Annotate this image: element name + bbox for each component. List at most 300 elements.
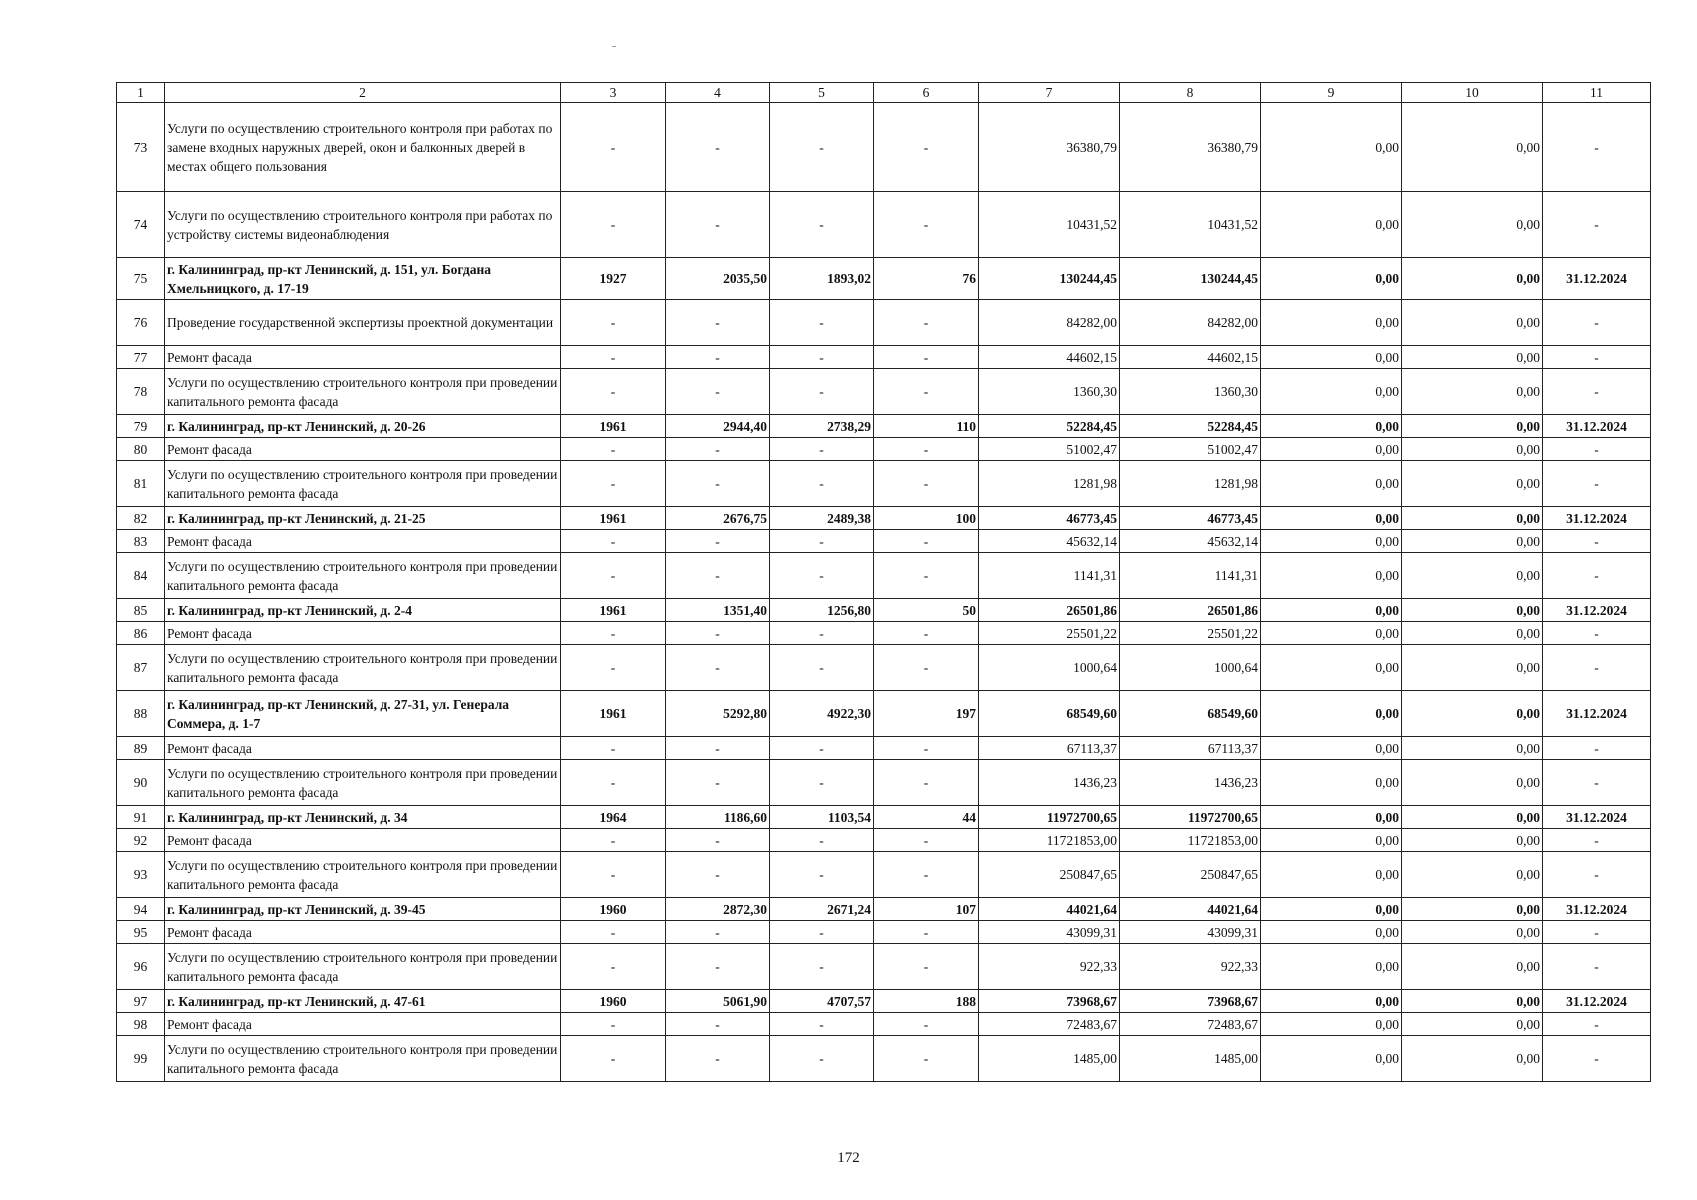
work-name-cell: г. Калининград, пр-кт Ленинский, д. 27-31, ул. Генерала Соммера, д. 1-7 — [165, 691, 561, 737]
cost-total-cell: 46773,45 — [979, 507, 1120, 530]
cost-fund-cell: 26501,86 — [1120, 599, 1261, 622]
year-cell: - — [561, 300, 666, 346]
header-cell: 10 — [1402, 83, 1543, 103]
cost-total-cell: 1436,23 — [979, 760, 1120, 806]
year-cell: 1961 — [561, 415, 666, 438]
cost-owners-cell: 0,00 — [1402, 806, 1543, 829]
area-living-cell: - — [770, 553, 874, 599]
work-item-row — [117, 737, 1651, 760]
work-item-row — [117, 300, 1651, 346]
area-total-cell: - — [666, 369, 770, 415]
repair-schedule-table — [116, 82, 1651, 1082]
deadline-cell: 31.12.2024 — [1543, 507, 1651, 530]
area-living-cell: - — [770, 530, 874, 553]
residents-cell: - — [874, 622, 979, 645]
cost-budget-cell: 0,00 — [1261, 806, 1402, 829]
cost-owners-cell: 0,00 — [1402, 898, 1543, 921]
area-living-cell: - — [770, 1013, 874, 1036]
cost-total-cell: 10431,52 — [979, 192, 1120, 258]
area-living-cell: - — [770, 369, 874, 415]
cost-owners-cell: 0,00 — [1402, 691, 1543, 737]
residents-cell: 44 — [874, 806, 979, 829]
cost-fund-cell: 68549,60 — [1120, 691, 1261, 737]
header-cell: 5 — [770, 83, 874, 103]
work-item-row — [117, 346, 1651, 369]
residents-cell: - — [874, 944, 979, 990]
cost-budget-cell: 0,00 — [1261, 645, 1402, 691]
area-total-cell: - — [666, 438, 770, 461]
cost-budget-cell: 0,00 — [1261, 103, 1402, 192]
residents-cell: - — [874, 829, 979, 852]
cost-owners-cell: 0,00 — [1402, 622, 1543, 645]
deadline-cell: - — [1543, 852, 1651, 898]
residents-cell: - — [874, 369, 979, 415]
cost-budget-cell: 0,00 — [1261, 530, 1402, 553]
work-name-cell: Ремонт фасада — [165, 530, 561, 553]
year-cell: - — [561, 369, 666, 415]
row-number-cell: 91 — [117, 806, 165, 829]
row-number-cell: 73 — [117, 103, 165, 192]
cost-fund-cell: 72483,67 — [1120, 1013, 1261, 1036]
work-name-cell: г. Калининград, пр-кт Ленинский, д. 34 — [165, 806, 561, 829]
cost-owners-cell: 0,00 — [1402, 258, 1543, 300]
area-total-cell: - — [666, 103, 770, 192]
row-number-cell: 82 — [117, 507, 165, 530]
row-number-cell: 94 — [117, 898, 165, 921]
work-name-cell: Ремонт фасада — [165, 622, 561, 645]
year-cell: 1961 — [561, 691, 666, 737]
work-item-row — [117, 760, 1651, 806]
row-number-cell: 84 — [117, 553, 165, 599]
cost-fund-cell: 46773,45 — [1120, 507, 1261, 530]
address-row — [117, 507, 1651, 530]
cost-owners-cell: 0,00 — [1402, 346, 1543, 369]
year-cell: - — [561, 1013, 666, 1036]
work-item-row — [117, 103, 1651, 192]
year-cell: 1927 — [561, 258, 666, 300]
residents-cell: - — [874, 346, 979, 369]
header-cell: 7 — [979, 83, 1120, 103]
row-number-cell: 83 — [117, 530, 165, 553]
area-living-cell: - — [770, 438, 874, 461]
cost-owners-cell: 0,00 — [1402, 192, 1543, 258]
row-number-cell: 99 — [117, 1036, 165, 1082]
deadline-cell: 31.12.2024 — [1543, 691, 1651, 737]
cost-total-cell: 1281,98 — [979, 461, 1120, 507]
deadline-cell: - — [1543, 438, 1651, 461]
area-living-cell: - — [770, 852, 874, 898]
deadline-cell: - — [1543, 369, 1651, 415]
area-total-cell: - — [666, 461, 770, 507]
row-number-cell: 98 — [117, 1013, 165, 1036]
cost-fund-cell: 1141,31 — [1120, 553, 1261, 599]
row-number-cell: 93 — [117, 852, 165, 898]
cost-fund-cell: 10431,52 — [1120, 192, 1261, 258]
cost-budget-cell: 0,00 — [1261, 415, 1402, 438]
row-number-cell: 75 — [117, 258, 165, 300]
residents-cell: - — [874, 852, 979, 898]
area-living-cell: - — [770, 829, 874, 852]
work-item-row — [117, 461, 1651, 507]
cost-budget-cell: 0,00 — [1261, 898, 1402, 921]
work-name-cell: Услуги по осуществлению строительного контроля при проведении капитального ремонта фасада — [165, 461, 561, 507]
row-number-cell: 87 — [117, 645, 165, 691]
cost-total-cell: 67113,37 — [979, 737, 1120, 760]
residents-cell: 110 — [874, 415, 979, 438]
row-number-cell: 76 — [117, 300, 165, 346]
row-number-cell: 97 — [117, 990, 165, 1013]
residents-cell: - — [874, 530, 979, 553]
row-number-cell: 96 — [117, 944, 165, 990]
area-living-cell: - — [770, 103, 874, 192]
work-name-cell: Услуги по осуществлению строительного контроля при проведении капитального ремонта фасада — [165, 553, 561, 599]
work-name-cell: Услуги по осуществлению строительного контроля при проведении капитального ремонта фасада — [165, 760, 561, 806]
cost-fund-cell: 1436,23 — [1120, 760, 1261, 806]
residents-cell: 107 — [874, 898, 979, 921]
work-name-cell: г. Калининград, пр-кт Ленинский, д. 20-26 — [165, 415, 561, 438]
work-name-cell: г. Калининград, пр-кт Ленинский, д. 39-45 — [165, 898, 561, 921]
work-name-cell: г. Калининград, пр-кт Ленинский, д. 21-25 — [165, 507, 561, 530]
cost-total-cell: 1360,30 — [979, 369, 1120, 415]
deadline-cell: - — [1543, 192, 1651, 258]
cost-total-cell: 36380,79 — [979, 103, 1120, 192]
residents-cell: - — [874, 737, 979, 760]
deadline-cell: - — [1543, 622, 1651, 645]
area-total-cell: 2872,30 — [666, 898, 770, 921]
cost-fund-cell: 1281,98 — [1120, 461, 1261, 507]
cost-budget-cell: 0,00 — [1261, 737, 1402, 760]
deadline-cell: - — [1543, 103, 1651, 192]
work-item-row — [117, 192, 1651, 258]
cost-owners-cell: 0,00 — [1402, 507, 1543, 530]
cost-owners-cell: 0,00 — [1402, 1013, 1543, 1036]
cost-fund-cell: 130244,45 — [1120, 258, 1261, 300]
cost-owners-cell: 0,00 — [1402, 461, 1543, 507]
year-cell: 1961 — [561, 599, 666, 622]
cost-owners-cell: 0,00 — [1402, 645, 1543, 691]
area-living-cell: 2671,24 — [770, 898, 874, 921]
area-total-cell: - — [666, 300, 770, 346]
deadline-cell: - — [1543, 346, 1651, 369]
area-total-cell: - — [666, 852, 770, 898]
cost-fund-cell: 43099,31 — [1120, 921, 1261, 944]
area-total-cell: 2944,40 — [666, 415, 770, 438]
work-name-cell: г. Калининград, пр-кт Ленинский, д. 151, ул. Богдана Хмельницкого, д. 17-19 — [165, 258, 561, 300]
cost-fund-cell: 36380,79 — [1120, 103, 1261, 192]
cost-fund-cell: 67113,37 — [1120, 737, 1261, 760]
year-cell: - — [561, 944, 666, 990]
cost-owners-cell: 0,00 — [1402, 438, 1543, 461]
work-name-cell: Услуги по осуществлению строительного контроля при проведении капитального ремонта фасада — [165, 1036, 561, 1082]
year-cell: - — [561, 921, 666, 944]
area-living-cell: - — [770, 1036, 874, 1082]
page-number: 172 — [837, 1150, 860, 1166]
residents-cell: - — [874, 921, 979, 944]
cost-total-cell: 73968,67 — [979, 990, 1120, 1013]
area-living-cell: - — [770, 192, 874, 258]
cost-budget-cell: 0,00 — [1261, 300, 1402, 346]
year-cell: - — [561, 461, 666, 507]
cost-total-cell: 11721853,00 — [979, 829, 1120, 852]
cost-budget-cell: 0,00 — [1261, 369, 1402, 415]
year-cell: - — [561, 829, 666, 852]
area-total-cell: - — [666, 553, 770, 599]
year-cell: - — [561, 852, 666, 898]
area-living-cell: 2489,38 — [770, 507, 874, 530]
cost-budget-cell: 0,00 — [1261, 553, 1402, 599]
residents-cell: - — [874, 1013, 979, 1036]
work-name-cell: Ремонт фасада — [165, 737, 561, 760]
address-row — [117, 898, 1651, 921]
area-living-cell: 1103,54 — [770, 806, 874, 829]
work-item-row — [117, 369, 1651, 415]
cost-budget-cell: 0,00 — [1261, 507, 1402, 530]
cost-total-cell: 1141,31 — [979, 553, 1120, 599]
cost-fund-cell: 922,33 — [1120, 944, 1261, 990]
area-living-cell: - — [770, 461, 874, 507]
deadline-cell: - — [1543, 553, 1651, 599]
year-cell: 1961 — [561, 507, 666, 530]
cost-owners-cell: 0,00 — [1402, 921, 1543, 944]
cost-budget-cell: 0,00 — [1261, 192, 1402, 258]
work-item-row — [117, 622, 1651, 645]
residents-cell: - — [874, 103, 979, 192]
row-number-cell: 79 — [117, 415, 165, 438]
cost-fund-cell: 11721853,00 — [1120, 829, 1261, 852]
area-total-cell: - — [666, 346, 770, 369]
year-cell: - — [561, 622, 666, 645]
row-number-cell: 78 — [117, 369, 165, 415]
residents-cell: - — [874, 461, 979, 507]
cost-total-cell: 68549,60 — [979, 691, 1120, 737]
deadline-cell: 31.12.2024 — [1543, 599, 1651, 622]
row-number-cell: 85 — [117, 599, 165, 622]
cost-budget-cell: 0,00 — [1261, 944, 1402, 990]
area-total-cell: - — [666, 760, 770, 806]
cost-fund-cell: 11972700,65 — [1120, 806, 1261, 829]
work-name-cell: Ремонт фасада — [165, 438, 561, 461]
cost-budget-cell: 0,00 — [1261, 921, 1402, 944]
cost-fund-cell: 51002,47 — [1120, 438, 1261, 461]
deadline-cell: - — [1543, 829, 1651, 852]
area-living-cell: - — [770, 346, 874, 369]
cost-budget-cell: 0,00 — [1261, 622, 1402, 645]
cost-owners-cell: 0,00 — [1402, 990, 1543, 1013]
column-number-header-row — [117, 83, 1651, 103]
area-living-cell: 1893,02 — [770, 258, 874, 300]
scan-mark — [612, 46, 616, 47]
cost-budget-cell: 0,00 — [1261, 599, 1402, 622]
area-living-cell: - — [770, 921, 874, 944]
area-living-cell: - — [770, 737, 874, 760]
work-name-cell: Услуги по осуществлению строительного контроля при работах по устройству системы видеонаблюдения — [165, 192, 561, 258]
cost-fund-cell: 25501,22 — [1120, 622, 1261, 645]
area-total-cell: - — [666, 921, 770, 944]
residents-cell: 100 — [874, 507, 979, 530]
row-number-cell: 88 — [117, 691, 165, 737]
header-cell: 8 — [1120, 83, 1261, 103]
cost-owners-cell: 0,00 — [1402, 553, 1543, 599]
cost-owners-cell: 0,00 — [1402, 760, 1543, 806]
cost-fund-cell: 1360,30 — [1120, 369, 1261, 415]
cost-fund-cell: 44021,64 — [1120, 898, 1261, 921]
header-cell: 6 — [874, 83, 979, 103]
work-name-cell: Ремонт фасада — [165, 346, 561, 369]
work-item-row — [117, 944, 1651, 990]
cost-owners-cell: 0,00 — [1402, 1036, 1543, 1082]
year-cell: 1960 — [561, 990, 666, 1013]
year-cell: 1964 — [561, 806, 666, 829]
residents-cell: - — [874, 300, 979, 346]
cost-fund-cell: 52284,45 — [1120, 415, 1261, 438]
cost-total-cell: 84282,00 — [979, 300, 1120, 346]
work-item-row — [117, 921, 1651, 944]
deadline-cell: - — [1543, 645, 1651, 691]
work-name-cell: Услуги по осуществлению строительного контроля при проведении капитального ремонта фасада — [165, 645, 561, 691]
row-number-cell: 74 — [117, 192, 165, 258]
header-cell: 2 — [165, 83, 561, 103]
area-total-cell: 5061,90 — [666, 990, 770, 1013]
cost-owners-cell: 0,00 — [1402, 829, 1543, 852]
cost-budget-cell: 0,00 — [1261, 1013, 1402, 1036]
cost-total-cell: 130244,45 — [979, 258, 1120, 300]
year-cell: - — [561, 192, 666, 258]
cost-budget-cell: 0,00 — [1261, 438, 1402, 461]
area-total-cell: - — [666, 645, 770, 691]
area-living-cell: 4707,57 — [770, 990, 874, 1013]
address-row — [117, 806, 1651, 829]
cost-owners-cell: 0,00 — [1402, 103, 1543, 192]
cost-total-cell: 51002,47 — [979, 438, 1120, 461]
cost-total-cell: 43099,31 — [979, 921, 1120, 944]
cost-budget-cell: 0,00 — [1261, 990, 1402, 1013]
area-total-cell: 2035,50 — [666, 258, 770, 300]
cost-total-cell: 1485,00 — [979, 1036, 1120, 1082]
work-name-cell: Ремонт фасада — [165, 829, 561, 852]
cost-owners-cell: 0,00 — [1402, 944, 1543, 990]
cost-fund-cell: 1000,64 — [1120, 645, 1261, 691]
row-number-cell: 86 — [117, 622, 165, 645]
cost-owners-cell: 0,00 — [1402, 737, 1543, 760]
address-row — [117, 599, 1651, 622]
deadline-cell: 31.12.2024 — [1543, 898, 1651, 921]
row-number-cell: 89 — [117, 737, 165, 760]
year-cell: - — [561, 553, 666, 599]
deadline-cell: - — [1543, 760, 1651, 806]
cost-total-cell: 26501,86 — [979, 599, 1120, 622]
deadline-cell: 31.12.2024 — [1543, 990, 1651, 1013]
area-total-cell: - — [666, 829, 770, 852]
header-cell: 9 — [1261, 83, 1402, 103]
cost-budget-cell: 0,00 — [1261, 760, 1402, 806]
deadline-cell: - — [1543, 461, 1651, 507]
deadline-cell: 31.12.2024 — [1543, 258, 1651, 300]
area-total-cell: - — [666, 1013, 770, 1036]
work-name-cell: Ремонт фасада — [165, 921, 561, 944]
area-total-cell: - — [666, 530, 770, 553]
residents-cell: - — [874, 192, 979, 258]
header-cell: 4 — [666, 83, 770, 103]
deadline-cell: 31.12.2024 — [1543, 415, 1651, 438]
header-cell: 11 — [1543, 83, 1651, 103]
work-name-cell: Услуги по осуществлению строительного контроля при проведении капитального ремонта фасада — [165, 369, 561, 415]
cost-budget-cell: 0,00 — [1261, 829, 1402, 852]
cost-owners-cell: 0,00 — [1402, 300, 1543, 346]
cost-total-cell: 44021,64 — [979, 898, 1120, 921]
cost-total-cell: 25501,22 — [979, 622, 1120, 645]
work-item-row — [117, 829, 1651, 852]
work-name-cell: Услуги по осуществлению строительного контроля при работах по замене входных наружных дверей, окон и балконных дверей в местах общего пользования — [165, 103, 561, 192]
cost-total-cell: 45632,14 — [979, 530, 1120, 553]
residents-cell: 50 — [874, 599, 979, 622]
area-living-cell: 2738,29 — [770, 415, 874, 438]
cost-budget-cell: 0,00 — [1261, 691, 1402, 737]
cost-budget-cell: 0,00 — [1261, 1036, 1402, 1082]
year-cell: - — [561, 346, 666, 369]
residents-cell: - — [874, 1036, 979, 1082]
header-cell: 1 — [117, 83, 165, 103]
work-item-row — [117, 1036, 1651, 1082]
address-row — [117, 415, 1651, 438]
area-total-cell: 5292,80 — [666, 691, 770, 737]
work-item-row — [117, 1013, 1651, 1036]
work-item-row — [117, 438, 1651, 461]
year-cell: - — [561, 760, 666, 806]
cost-owners-cell: 0,00 — [1402, 599, 1543, 622]
work-item-row — [117, 645, 1651, 691]
row-number-cell: 90 — [117, 760, 165, 806]
area-living-cell: - — [770, 300, 874, 346]
year-cell: - — [561, 737, 666, 760]
year-cell: - — [561, 438, 666, 461]
cost-owners-cell: 0,00 — [1402, 852, 1543, 898]
deadline-cell: - — [1543, 921, 1651, 944]
address-row — [117, 990, 1651, 1013]
deadline-cell: - — [1543, 1036, 1651, 1082]
year-cell: - — [561, 1036, 666, 1082]
area-total-cell: - — [666, 1036, 770, 1082]
year-cell: - — [561, 530, 666, 553]
cost-fund-cell: 84282,00 — [1120, 300, 1261, 346]
area-living-cell: - — [770, 645, 874, 691]
cost-total-cell: 72483,67 — [979, 1013, 1120, 1036]
deadline-cell: - — [1543, 300, 1651, 346]
residents-cell: 188 — [874, 990, 979, 1013]
year-cell: 1960 — [561, 898, 666, 921]
work-name-cell: Услуги по осуществлению строительного контроля при проведении капитального ремонта фасада — [165, 944, 561, 990]
address-row — [117, 258, 1651, 300]
work-name-cell: г. Калининград, пр-кт Ленинский, д. 47-61 — [165, 990, 561, 1013]
cost-fund-cell: 250847,65 — [1120, 852, 1261, 898]
work-name-cell: Проведение государственной экспертизы проектной документации — [165, 300, 561, 346]
cost-total-cell: 1000,64 — [979, 645, 1120, 691]
residents-cell: - — [874, 553, 979, 599]
deadline-cell: - — [1543, 737, 1651, 760]
area-total-cell: 2676,75 — [666, 507, 770, 530]
cost-owners-cell: 0,00 — [1402, 530, 1543, 553]
cost-total-cell: 922,33 — [979, 944, 1120, 990]
cost-fund-cell: 1485,00 — [1120, 1036, 1261, 1082]
deadline-cell: 31.12.2024 — [1543, 806, 1651, 829]
area-total-cell: - — [666, 622, 770, 645]
area-living-cell: - — [770, 760, 874, 806]
residents-cell: - — [874, 438, 979, 461]
cost-total-cell: 250847,65 — [979, 852, 1120, 898]
cost-budget-cell: 0,00 — [1261, 852, 1402, 898]
year-cell: - — [561, 645, 666, 691]
work-name-cell: Ремонт фасада — [165, 1013, 561, 1036]
deadline-cell: - — [1543, 944, 1651, 990]
